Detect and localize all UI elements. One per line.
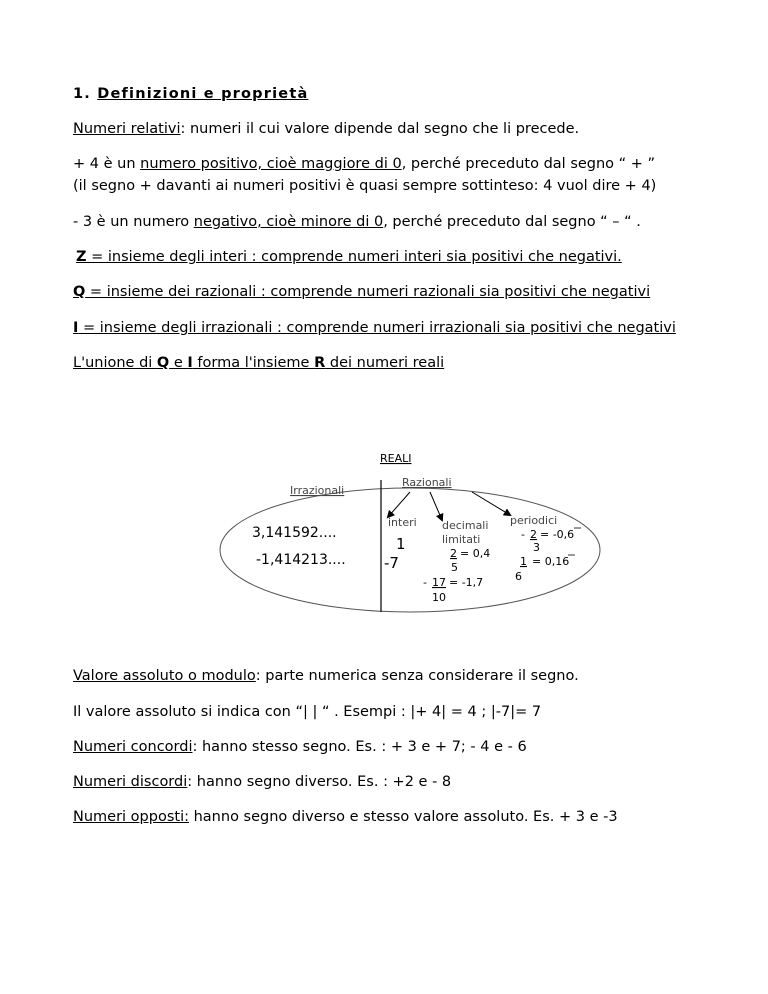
per-ex1-value: = -0,6: [540, 528, 575, 541]
example-negative: [73, 214, 641, 230]
dec-ex2-denominator: 10: [432, 591, 446, 604]
per-ex1-sign: -: [521, 528, 525, 541]
modulo-text: : parte numerica senza considerare il segno.: [255, 668, 579, 684]
irrational-value-pi: 3,141592....: [252, 525, 337, 541]
union-text-4: dei numeri reali: [325, 355, 445, 371]
heading-title: Definizioni e proprietà: [97, 86, 309, 102]
term-opposti: Numeri opposti:: [73, 809, 189, 825]
per-ex1-numerator: 2: [530, 528, 537, 541]
set-z-definition: Z = insieme degli interi : comprende numeri interi sia positivi che negativi.: [73, 249, 622, 265]
set-q-definition: [73, 284, 650, 300]
decimali-label: decimali: [442, 519, 489, 532]
set-q-text: = insieme dei razionali : comprende numeri razionali sia positivi che negativi: [85, 284, 651, 300]
term-concordi: Numeri concordi: [73, 739, 193, 755]
dec-ex2-numerator: 17: [432, 576, 446, 589]
interi-example-1: 1: [396, 535, 406, 553]
heading-number: 1.: [73, 86, 91, 102]
periodici-label: periodici: [510, 514, 558, 527]
negative-underlined: negativo, cioè minore di 0: [193, 214, 384, 230]
interi-example-2: -7: [384, 554, 399, 572]
set-i-text: = insieme degli irrazionali : comprende numeri irrazionali sia positivi che negativi: [78, 320, 676, 336]
concordi-text: : hanno stesso segno. Es. : + 3 e + 7; - 4 e - 6: [192, 739, 527, 755]
positive-text-post: , perché preceduto dal segno “ + ”: [401, 156, 656, 172]
dec-ex2-value: = -1,7: [449, 576, 484, 589]
per-ex2-denominator: 6: [515, 570, 522, 583]
limitati-label: limitati: [442, 533, 481, 546]
set-q-symbol: Q: [73, 284, 86, 300]
opposti-text: hanno segno diverso e stesso valore assoluto. Es. + 3 e -3: [189, 809, 618, 825]
discordi-text: : hanno segno diverso. Es. : +2 e - 8: [187, 774, 452, 790]
union-text-3: forma l'insieme: [192, 355, 315, 371]
term-modulo: Valore assoluto o modulo: [73, 668, 256, 684]
union-text-1: L'unione di: [73, 355, 157, 371]
negative-text-post: , perché preceduto dal segno “ – “ .: [383, 214, 641, 230]
per-ex2-numerator: 1: [520, 555, 527, 568]
union-text-2: e: [169, 355, 188, 371]
definition-numeri-relativi: [73, 121, 579, 137]
set-i-symbol: I: [73, 320, 79, 336]
dec-ex1-denominator: 5: [451, 561, 458, 574]
number-sets-diagram: [210, 450, 610, 620]
positive-note: (il segno + davanti ai numeri positivi è quasi sempre sottinteso: 4 vuol dire + 4): [73, 178, 657, 194]
example-positive: [73, 156, 655, 172]
term-discordi: Numeri discordi: [73, 774, 188, 790]
definition-text: : numeri il cui valore dipende dal segno che li precede.: [180, 121, 580, 137]
definition-discordi: [73, 774, 451, 790]
per-ex1-denominator: 3: [533, 541, 540, 554]
reali-label: REALI: [380, 452, 412, 465]
dec-ex1-numerator: 2: [450, 547, 457, 560]
dec-ex2-sign: -: [423, 576, 427, 589]
irrational-value-sqrt2: -1,414213....: [256, 552, 346, 568]
set-z-text: = insieme degli interi : comprende numeri interi sia positivi che negativi: [86, 249, 618, 265]
dec-ex1-value: = 0,4: [460, 547, 491, 560]
union-i-symbol: I: [187, 355, 193, 371]
term-numeri-relativi: Numeri relativi: [73, 121, 181, 137]
per-ex2-value: = 0,16: [532, 555, 570, 568]
irrazionali-label: Irrazionali: [290, 484, 345, 497]
interi-label: interi: [388, 516, 417, 529]
set-i-definition: [73, 320, 676, 336]
set-z-symbol: Z: [76, 249, 87, 265]
reali-ellipse: [220, 488, 600, 612]
definition-opposti: [73, 809, 618, 825]
modulo-examples: Il valore assoluto si indica con “| | “ . Esempi : |+ 4| = 4 ; |-7|= 7: [73, 704, 542, 720]
positive-underlined: numero positivo, cioè maggiore di 0: [140, 156, 402, 172]
union-r-symbol: R: [314, 355, 326, 371]
positive-text-pre: + 4 è un: [73, 156, 141, 172]
razionali-label: Razionali: [402, 476, 452, 489]
negative-text-pre: - 3 è un numero: [73, 214, 194, 230]
union-q-symbol: Q: [156, 355, 170, 371]
set-union-statement: [73, 355, 444, 371]
definition-modulo: [73, 668, 579, 684]
definition-concordi: [73, 739, 527, 755]
section-heading: [73, 86, 308, 102]
